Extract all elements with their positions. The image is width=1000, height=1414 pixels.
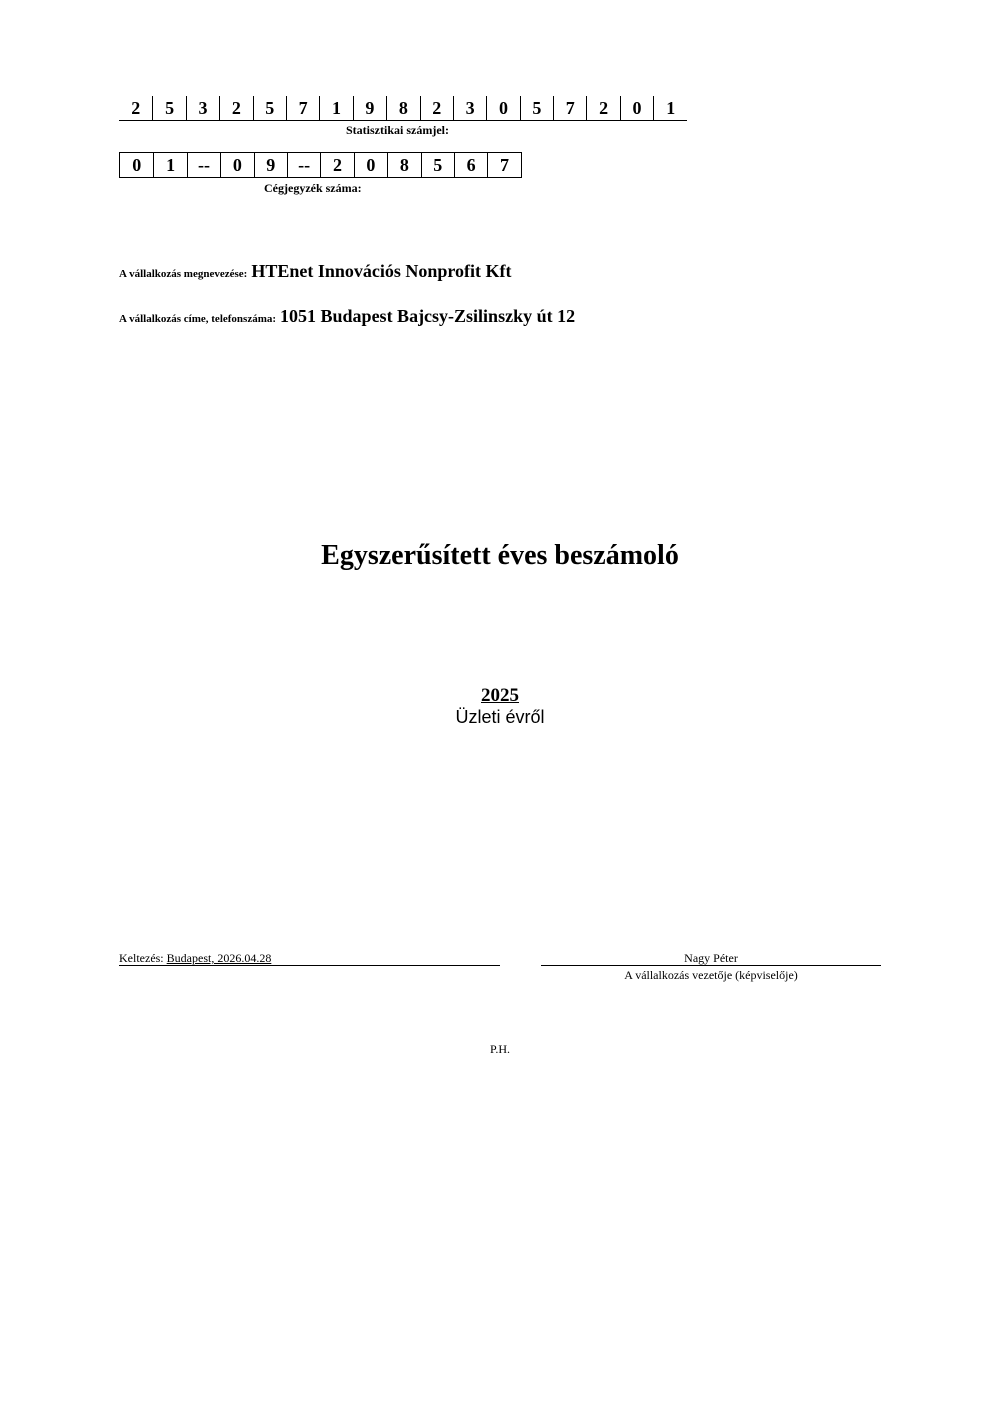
- statistical-number-digit: 1: [653, 96, 687, 120]
- stamp-placeholder: P.H.: [489, 1042, 510, 1056]
- company-registration-digit: 1: [153, 153, 186, 177]
- statistical-number-digit: 0: [620, 96, 653, 120]
- statistical-number-digit: 5: [152, 96, 185, 120]
- statistical-number-digit: 5: [253, 96, 286, 120]
- company-address-value: 1051 Budapest Bajcsy-Zsilinszky út 12: [280, 306, 576, 326]
- report-title: Egyszerűsített éves beszámoló: [321, 540, 679, 571]
- statistical-number-digit: 3: [186, 96, 219, 120]
- report-year: 2025: [481, 685, 519, 706]
- company-registration-digit: 0: [354, 153, 387, 177]
- statistical-number-digit: 5: [520, 96, 553, 120]
- company-name-value: HTEnet Innovációs Nonprofit Kft: [251, 261, 512, 281]
- company-registration-caption: Cégjegyzék száma:: [264, 181, 362, 195]
- statistical-number-digit: 9: [353, 96, 386, 120]
- company-registration-digit: 0: [220, 153, 253, 177]
- statistical-number-digit: 0: [486, 96, 519, 120]
- company-registration-digit: 7: [487, 153, 520, 177]
- company-address-label: A vállalkozás címe, telefonszáma:: [119, 313, 277, 325]
- date-field: [119, 952, 500, 966]
- report-year-subtitle: Üzleti évről: [455, 707, 545, 727]
- company-registration-digit: 9: [254, 153, 287, 177]
- company-registration-digit: 8: [387, 153, 420, 177]
- statistical-number-digit: 8: [386, 96, 419, 120]
- statistical-number-digit: 2: [131, 97, 141, 118]
- company-registration-digit: 0: [132, 154, 142, 175]
- statistical-number-boxes: [119, 96, 687, 121]
- statistical-number-digit: 2: [586, 96, 619, 120]
- statistical-number-digit: 7: [553, 96, 586, 120]
- statistical-number-digit: 2: [219, 96, 252, 120]
- signatory-title: A vállalkozás vezetője (képviselője): [624, 968, 798, 982]
- company-name-label: A vállalkozás megnevezése:: [119, 268, 248, 280]
- company-registration-digit: --: [287, 153, 320, 177]
- company-registration-digit: 6: [454, 153, 487, 177]
- signatory-name: Nagy Péter: [684, 951, 738, 965]
- signature-line: [541, 952, 881, 966]
- statistical-number-digit: 1: [319, 96, 352, 120]
- company-registration-digit: 5: [421, 153, 454, 177]
- statistical-number-digit: 2: [420, 96, 453, 120]
- company-registration-digit: --: [187, 153, 220, 177]
- date-value: Budapest, 2026.04.28: [166, 951, 272, 965]
- statistical-number-caption: Statisztikai számjel:: [346, 123, 449, 137]
- company-name-line: [119, 261, 512, 282]
- statistical-number-digit: 3: [453, 96, 486, 120]
- company-registration-digit: 2: [320, 153, 353, 177]
- company-registration-boxes: [119, 152, 522, 178]
- date-label: Keltezés:: [119, 951, 164, 965]
- statistical-number-digit: 7: [286, 96, 319, 120]
- company-address-line: [119, 306, 575, 327]
